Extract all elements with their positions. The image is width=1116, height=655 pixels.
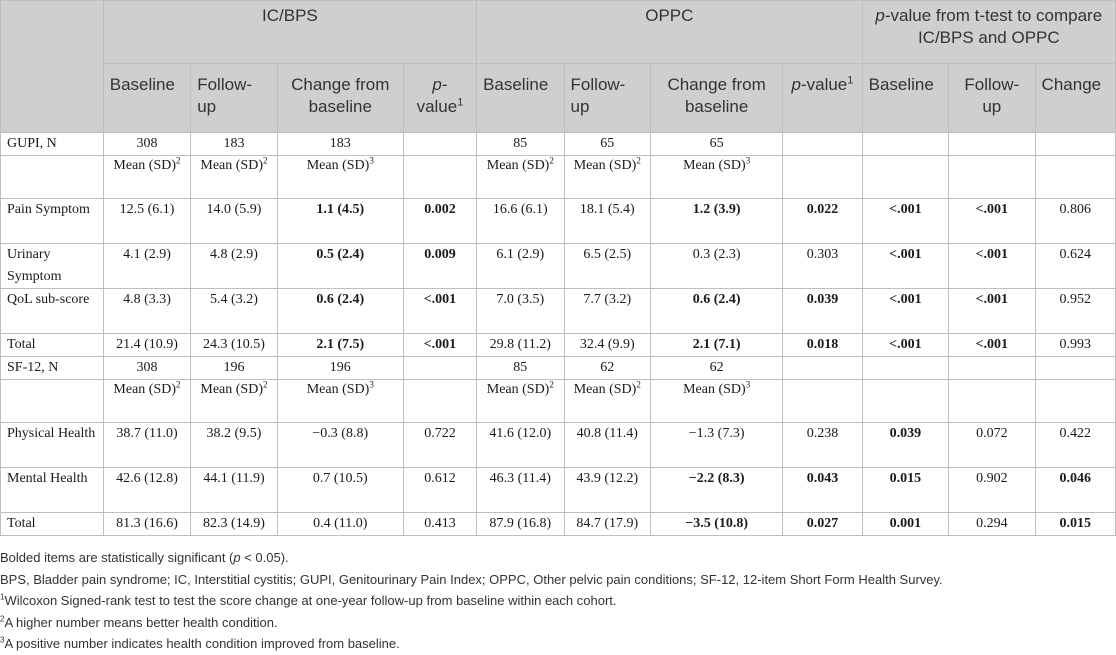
table-cell bbox=[564, 289, 650, 334]
table-cell bbox=[103, 289, 190, 334]
table-cell bbox=[651, 244, 783, 289]
row-label bbox=[1, 380, 104, 423]
footnote-2: $^2$A higher number means better health condition. bbox=[0, 614, 278, 630]
cell-value: 21.4 (10.9) bbox=[116, 337, 178, 352]
cell-value: <.001 bbox=[889, 247, 922, 262]
table-cell bbox=[862, 199, 948, 244]
col-followup-icbps: Follow-up bbox=[191, 64, 277, 133]
cell-value: 16.6 (6.1) bbox=[492, 202, 548, 217]
cell-value: 1.2 (3.9) bbox=[692, 202, 741, 217]
cell-value: 0.722 bbox=[424, 426, 456, 441]
table-cell bbox=[103, 244, 190, 289]
cell-footnote-marker: 2 bbox=[549, 155, 554, 166]
column-header-row bbox=[1, 64, 1116, 133]
table-cell bbox=[403, 289, 476, 334]
table-cell bbox=[564, 513, 650, 536]
table-cell bbox=[783, 199, 862, 244]
table-cell bbox=[477, 468, 564, 513]
col-baseline-oppc: Baseline bbox=[477, 64, 564, 133]
table-cell bbox=[783, 513, 862, 536]
cell-value: Mean (SD) bbox=[200, 382, 263, 397]
table-cell bbox=[477, 289, 564, 334]
row-label: QoL sub-score bbox=[1, 289, 104, 334]
cell-value: 81.3 (16.6) bbox=[116, 516, 178, 531]
table-cell bbox=[564, 244, 650, 289]
table-cell bbox=[191, 423, 277, 468]
cell-value: 0.018 bbox=[806, 337, 839, 352]
cell-value: 87.9 (16.8) bbox=[489, 516, 552, 531]
table-cell bbox=[651, 334, 783, 357]
table-cell bbox=[191, 244, 277, 289]
cell-value: −3.5 (10.8) bbox=[685, 516, 749, 531]
cell-value: 29.8 (11.2) bbox=[489, 337, 551, 352]
table-cell bbox=[862, 244, 948, 289]
table-cell bbox=[277, 380, 403, 423]
table-cell bbox=[477, 244, 564, 289]
table-cell bbox=[783, 244, 862, 289]
row-label: Pain Symptom bbox=[1, 199, 104, 244]
table-cell bbox=[277, 133, 403, 156]
row-label: Physical Health bbox=[1, 423, 104, 468]
cell-footnote-marker: 3 bbox=[369, 155, 374, 166]
cell-value: 0.039 bbox=[889, 426, 922, 441]
table-cell bbox=[651, 199, 783, 244]
table-cell bbox=[783, 357, 862, 380]
cell-value: 2.1 (7.1) bbox=[692, 337, 741, 352]
cell-value: 6.5 (2.5) bbox=[583, 247, 632, 262]
table-cell bbox=[949, 199, 1035, 244]
cell-value: 183 bbox=[329, 136, 351, 151]
table-cell bbox=[277, 513, 403, 536]
table-row bbox=[1, 289, 1116, 334]
table-cell bbox=[783, 289, 862, 334]
table-cell bbox=[477, 199, 564, 244]
cell-footnote-marker: 2 bbox=[176, 379, 181, 390]
table-cell bbox=[277, 468, 403, 513]
table-footnotes bbox=[0, 547, 1116, 655]
col-followup-compare: Follow-up bbox=[949, 64, 1035, 133]
cell-value: 0.303 bbox=[806, 247, 839, 262]
table-cell bbox=[564, 156, 650, 199]
table-cell bbox=[949, 289, 1035, 334]
table-cell bbox=[477, 156, 564, 199]
cell-value: 0.413 bbox=[424, 516, 456, 531]
row-label: Mental Health bbox=[1, 468, 104, 513]
row-label: Urinary Symptom bbox=[1, 244, 104, 289]
table-cell bbox=[191, 513, 277, 536]
table-cell bbox=[103, 380, 190, 423]
table-cell bbox=[403, 133, 476, 156]
table-cell bbox=[191, 468, 277, 513]
cell-value: 38.2 (9.5) bbox=[206, 426, 262, 441]
table-cell bbox=[477, 513, 564, 536]
table-cell bbox=[103, 513, 190, 536]
table-row bbox=[1, 334, 1116, 357]
table-cell bbox=[949, 133, 1035, 156]
cell-value: 0.046 bbox=[1059, 471, 1092, 486]
row-label: SF-12, N bbox=[1, 357, 104, 380]
table-cell bbox=[783, 133, 862, 156]
cell-value: 62 bbox=[709, 360, 724, 375]
cell-value: 0.422 bbox=[1059, 426, 1092, 441]
cell-footnote-marker: 2 bbox=[263, 379, 268, 390]
cell-footnote-marker: 3 bbox=[745, 379, 751, 390]
table-cell bbox=[103, 334, 190, 357]
cell-value: 0.294 bbox=[976, 516, 1008, 531]
cell-value: 0.027 bbox=[806, 516, 839, 531]
table-cell bbox=[862, 289, 948, 334]
table-cell bbox=[403, 513, 476, 536]
table-cell bbox=[191, 357, 277, 380]
table-cell bbox=[651, 423, 783, 468]
cell-footnote-marker: 3 bbox=[369, 379, 374, 390]
table-cell bbox=[651, 468, 783, 513]
table-cell bbox=[949, 244, 1035, 289]
cell-value: 0.612 bbox=[424, 471, 456, 486]
cell-value: 40.8 (11.4) bbox=[576, 426, 638, 441]
row-label: Total bbox=[1, 334, 104, 357]
cell-value: 6.1 (2.9) bbox=[496, 247, 545, 262]
table-row bbox=[1, 199, 1116, 244]
cell-value: 0.238 bbox=[806, 426, 839, 441]
cell-value: <.001 bbox=[975, 337, 1009, 352]
table-cell bbox=[564, 334, 650, 357]
cell-value: 12.5 (6.1) bbox=[119, 202, 175, 217]
table-cell bbox=[1035, 133, 1115, 156]
cell-value: 0.6 (2.4) bbox=[692, 292, 741, 307]
table-cell bbox=[403, 423, 476, 468]
table-row bbox=[1, 244, 1116, 289]
cell-value: 43.9 (12.2) bbox=[576, 471, 639, 486]
cell-value: 7.0 (3.5) bbox=[496, 292, 545, 307]
table-body bbox=[1, 133, 1116, 536]
table-row bbox=[1, 423, 1116, 468]
cell-value: <.001 bbox=[423, 337, 457, 352]
cell-value: 1.1 (4.5) bbox=[316, 202, 365, 217]
col-change-icbps: Change from baseline bbox=[277, 64, 403, 133]
table-cell bbox=[862, 468, 948, 513]
col-change-compare: Change bbox=[1035, 64, 1115, 133]
table-cell bbox=[277, 334, 403, 357]
table-cell bbox=[862, 357, 948, 380]
table-cell bbox=[477, 423, 564, 468]
cell-value: 46.3 (11.4) bbox=[489, 471, 551, 486]
table-cell bbox=[862, 513, 948, 536]
table-cell bbox=[564, 199, 650, 244]
cell-value: 0.624 bbox=[1059, 247, 1092, 262]
cell-footnote-marker: 2 bbox=[549, 379, 554, 390]
cell-value: 42.6 (12.8) bbox=[116, 471, 178, 486]
cell-value: 0.6 (2.4) bbox=[316, 292, 365, 307]
cell-value: 18.1 (5.4) bbox=[579, 202, 635, 217]
cell-value: 65 bbox=[709, 136, 724, 151]
table-row bbox=[1, 468, 1116, 513]
group-header-compare: p-value from t-test to compare IC/BPS and OPPC bbox=[862, 1, 1115, 64]
col-followup-oppc: Follow-up bbox=[564, 64, 650, 133]
table-cell bbox=[403, 244, 476, 289]
cell-footnote-marker: 3 bbox=[745, 155, 751, 166]
cell-value: <.001 bbox=[889, 337, 922, 352]
cell-value: 2.1 (7.5) bbox=[316, 337, 365, 352]
table-cell bbox=[403, 156, 476, 199]
cell-value: −1.3 (7.3) bbox=[688, 426, 745, 441]
table-cell bbox=[277, 357, 403, 380]
table-cell bbox=[651, 357, 783, 380]
cell-value: 7.7 (3.2) bbox=[583, 292, 632, 307]
cell-value: 0.993 bbox=[1059, 337, 1092, 352]
cell-footnote-marker: 2 bbox=[263, 155, 268, 166]
cell-value: Mean (SD) bbox=[573, 382, 637, 397]
table-cell bbox=[403, 199, 476, 244]
table-cell bbox=[477, 334, 564, 357]
table-cell bbox=[1035, 357, 1115, 380]
cell-value: <.001 bbox=[975, 292, 1009, 307]
cell-value: 0.001 bbox=[889, 516, 922, 531]
cell-value: 0.015 bbox=[889, 471, 922, 486]
table-cell bbox=[949, 334, 1035, 357]
table-cell bbox=[949, 423, 1035, 468]
cell-value: Mean (SD) bbox=[113, 382, 177, 397]
table-cell bbox=[103, 156, 190, 199]
table-cell bbox=[477, 133, 564, 156]
table-cell bbox=[103, 199, 190, 244]
table-cell bbox=[651, 380, 783, 423]
table-cell bbox=[103, 357, 190, 380]
cell-value: 85 bbox=[513, 136, 528, 151]
table-cell bbox=[1035, 468, 1115, 513]
table-cell bbox=[651, 289, 783, 334]
cell-value: 0.039 bbox=[806, 292, 839, 307]
cell-value: 4.1 (2.9) bbox=[123, 247, 171, 262]
table-cell bbox=[783, 380, 862, 423]
table-cell bbox=[477, 380, 564, 423]
cell-value: <.001 bbox=[423, 292, 457, 307]
group-header-oppc: OPPC bbox=[477, 1, 863, 64]
cell-value: 4.8 (2.9) bbox=[210, 247, 258, 262]
table-cell bbox=[783, 423, 862, 468]
table-row bbox=[1, 156, 1116, 199]
cell-value: 183 bbox=[223, 136, 245, 151]
table-cell bbox=[949, 380, 1035, 423]
table-cell bbox=[191, 199, 277, 244]
cell-value: 0.806 bbox=[1059, 202, 1092, 217]
row-label bbox=[1, 156, 104, 199]
cell-value: 38.7 (11.0) bbox=[116, 426, 178, 441]
table-cell bbox=[103, 423, 190, 468]
table-cell bbox=[651, 133, 783, 156]
footnote-abbreviations: BPS, Bladder pain syndrome; IC, Interstitial cystitis; GUPI, Genitourinary Pain Index; OPPC, Other pelvic pain conditions; SF-12, 12-item Short Form Health Survey. bbox=[0, 571, 943, 587]
cell-value: 0.002 bbox=[424, 202, 456, 217]
table-cell bbox=[651, 156, 783, 199]
table-cell bbox=[403, 380, 476, 423]
cell-value: 196 bbox=[223, 360, 245, 375]
table-cell bbox=[1035, 513, 1115, 536]
footnote-bold: Bolded items are statistically significant (p < 0.05). bbox=[0, 550, 289, 565]
cell-footnote-marker: 2 bbox=[636, 379, 641, 390]
table-cell bbox=[651, 513, 783, 536]
table-cell bbox=[949, 357, 1035, 380]
table-cell bbox=[477, 357, 564, 380]
table-row bbox=[1, 357, 1116, 380]
cell-value: <.001 bbox=[975, 247, 1009, 262]
table-cell bbox=[783, 468, 862, 513]
table-cell bbox=[1035, 156, 1115, 199]
table-cell bbox=[949, 156, 1035, 199]
cell-value: Mean (SD) bbox=[113, 158, 177, 173]
table-cell bbox=[277, 289, 403, 334]
cell-value: 0.7 (10.5) bbox=[312, 471, 368, 486]
table-cell bbox=[103, 468, 190, 513]
group-header-icbps: IC/BPS bbox=[103, 1, 476, 64]
table-cell bbox=[1035, 334, 1115, 357]
table-cell bbox=[191, 289, 277, 334]
table-cell bbox=[191, 133, 277, 156]
cell-value: Mean (SD) bbox=[486, 158, 550, 173]
table-cell bbox=[403, 334, 476, 357]
table-cell bbox=[949, 513, 1035, 536]
col-pvalue-icbps: p-value$^1$ bbox=[403, 64, 476, 133]
row-label: Total bbox=[1, 513, 104, 536]
cell-value: <.001 bbox=[889, 202, 922, 217]
table-cell bbox=[1035, 199, 1115, 244]
cell-value: 44.1 (11.9) bbox=[203, 471, 265, 486]
cell-value: 0.3 (2.3) bbox=[692, 247, 741, 262]
table-cell bbox=[862, 334, 948, 357]
col-pvalue-oppc: p-value$^1$ bbox=[783, 64, 862, 133]
cell-value: 0.4 (11.0) bbox=[313, 516, 368, 531]
cell-value: 24.3 (10.5) bbox=[203, 337, 265, 352]
table-cell bbox=[277, 199, 403, 244]
table-cell bbox=[564, 357, 650, 380]
cell-value: 0.5 (2.4) bbox=[316, 247, 365, 262]
cell-value: Mean (SD) bbox=[200, 158, 263, 173]
footnote-3: $^3$A positive number indicates health condition improved from baseline. bbox=[0, 635, 400, 651]
cell-value: <.001 bbox=[889, 292, 922, 307]
table-cell bbox=[191, 334, 277, 357]
col-baseline-icbps: Baseline bbox=[103, 64, 190, 133]
table-cell bbox=[1035, 289, 1115, 334]
table-cell bbox=[277, 156, 403, 199]
cell-value: 4.8 (3.3) bbox=[123, 292, 171, 307]
cell-value: Mean (SD) bbox=[306, 158, 370, 173]
col-change-oppc: Change from baseline bbox=[651, 64, 783, 133]
table-cell bbox=[403, 357, 476, 380]
cell-footnote-marker: 2 bbox=[176, 155, 181, 166]
cell-value: 62 bbox=[600, 360, 615, 375]
table-cell bbox=[403, 468, 476, 513]
cell-value: 5.4 (3.2) bbox=[210, 292, 258, 307]
cell-value: 0.022 bbox=[806, 202, 839, 217]
cell-value: 308 bbox=[136, 360, 158, 375]
table-cell bbox=[1035, 423, 1115, 468]
table-cell bbox=[564, 380, 650, 423]
table-cell bbox=[862, 133, 948, 156]
table-cell bbox=[564, 423, 650, 468]
cell-value: 0.952 bbox=[1059, 292, 1092, 307]
group-header-row bbox=[1, 1, 1116, 64]
table-cell bbox=[783, 156, 862, 199]
cell-value: Mean (SD) bbox=[306, 382, 370, 397]
cell-value: 32.4 (9.9) bbox=[579, 337, 635, 352]
cell-value: 0.009 bbox=[424, 247, 456, 262]
cell-value: Mean (SD) bbox=[683, 158, 746, 173]
cell-value: Mean (SD) bbox=[573, 158, 637, 173]
table-cell bbox=[783, 334, 862, 357]
table-cell bbox=[191, 380, 277, 423]
row-label: GUPI, N bbox=[1, 133, 104, 156]
table-cell bbox=[862, 423, 948, 468]
table-row bbox=[1, 133, 1116, 156]
cell-value: <.001 bbox=[975, 202, 1009, 217]
col-baseline-compare: Baseline bbox=[862, 64, 948, 133]
table-row bbox=[1, 380, 1116, 423]
cell-value: 0.015 bbox=[1059, 516, 1092, 531]
cell-value: 0.072 bbox=[976, 426, 1008, 441]
table-cell bbox=[564, 133, 650, 156]
cell-footnote-marker: 2 bbox=[636, 155, 641, 166]
cell-value: −0.3 (8.8) bbox=[312, 426, 369, 441]
table-cell bbox=[862, 380, 948, 423]
cell-value: Mean (SD) bbox=[486, 382, 550, 397]
cell-value: 308 bbox=[136, 136, 158, 151]
cell-value: 82.3 (14.9) bbox=[203, 516, 265, 531]
cell-value: Mean (SD) bbox=[683, 382, 746, 397]
cell-value: 0.043 bbox=[806, 471, 839, 486]
table-cell bbox=[1035, 380, 1115, 423]
cell-value: 196 bbox=[329, 360, 351, 375]
table-cell bbox=[862, 156, 948, 199]
table-cell bbox=[1035, 244, 1115, 289]
cell-value: 85 bbox=[513, 360, 528, 375]
cell-value: −2.2 (8.3) bbox=[688, 471, 745, 486]
table-cell bbox=[277, 423, 403, 468]
cell-value: 65 bbox=[600, 136, 615, 151]
corner-cell bbox=[1, 1, 104, 133]
table-cell bbox=[103, 133, 190, 156]
table-cell bbox=[277, 244, 403, 289]
table-cell bbox=[564, 468, 650, 513]
footnote-1: $^1$Wilcoxon Signed-rank test to test the score change at one-year follow-up from baseline within each cohort. bbox=[0, 592, 617, 608]
table-cell bbox=[949, 468, 1035, 513]
table-cell bbox=[191, 156, 277, 199]
cell-value: 41.6 (12.0) bbox=[489, 426, 552, 441]
cell-value: 84.7 (17.9) bbox=[576, 516, 639, 531]
table-row bbox=[1, 513, 1116, 536]
cell-value: 0.902 bbox=[976, 471, 1008, 486]
cell-value: 14.0 (5.9) bbox=[206, 202, 262, 217]
